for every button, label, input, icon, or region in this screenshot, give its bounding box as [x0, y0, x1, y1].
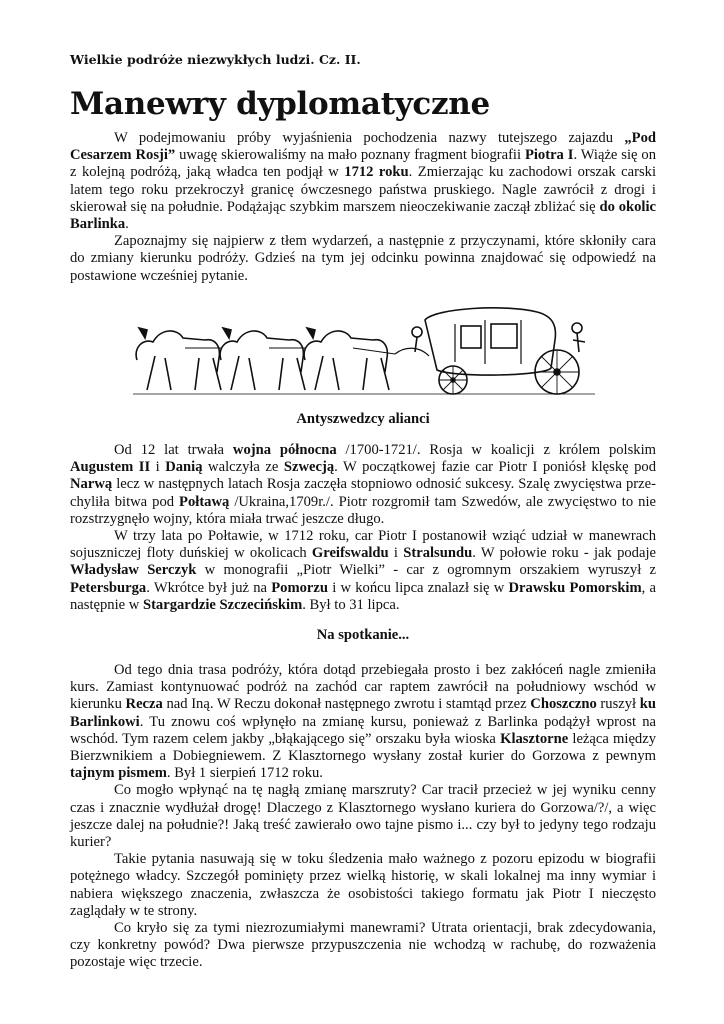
paragraph: [70, 662, 656, 782]
text-run: .: [125, 216, 129, 233]
bold-run: Połtawą: [179, 493, 230, 510]
bold-run: Choszczno: [530, 696, 597, 713]
text-run: i: [150, 459, 166, 476]
text-run: uwagę skierowaliśmy na mało poznany fragment biografii: [175, 147, 525, 164]
bold-run: Drawsku Pomorskim: [508, 579, 642, 596]
bold-run: Recza: [125, 696, 163, 713]
paragraph: [70, 528, 656, 614]
bold-run: Narwą: [70, 476, 113, 493]
bold-run: Piotra I: [524, 147, 574, 164]
text-run: . W połowie roku - jak podaje: [472, 545, 656, 562]
text-run: , a następnie w: [70, 579, 657, 613]
text-run: . Wiąże się on z kolejną podróżą, jaką władca ten podjął w: [70, 147, 657, 181]
text-run: . Był 1 sierpień 1712 roku.: [166, 765, 323, 782]
text-run: Co kryło się za tymi niezrozumiałymi manewrami? Utrata orientacji, brak zdecydowania, czy konkretny powód? Dwa pierwsze przypuszczenia nie wchodzą w rachubę, do rozważenia pozostaje więc trzecie.: [70, 920, 656, 971]
text-run: i: [388, 545, 404, 562]
paragraph: [70, 130, 656, 233]
bold-run: Klasztorne: [500, 730, 569, 747]
bold-run: Stargardzie Szczecińskim: [142, 596, 303, 613]
paragraph: [70, 782, 656, 851]
text-run: Takie pytania nasuwają się w toku śledzenia mało ważnego z pozoru epizodu w biografii potężnego władcy. Szczegół pominięty przez wielką historię, w skali lokalnej ma inny wymiar i nabiera większego znaczenia, zwłaszcza że osobistości takiego formatu jak Piotr I nieczęsto zaglądały w te strony.: [70, 851, 656, 919]
section-meeting: [70, 662, 656, 972]
text-run: . Wkrótce był już na: [146, 579, 272, 596]
bold-run: Augustem II: [70, 459, 151, 476]
paragraph: [70, 920, 656, 972]
text-run: ruszył: [596, 696, 640, 713]
bold-run: Greifswaldu: [311, 545, 389, 562]
text-run: leżąca między Bierzwnikiem a Dobiegniewem. Z Klasztornego wysłany został kurier do Gorzowa z pewnym: [70, 730, 656, 765]
text-run: Od tego dnia trasa podróży, która dotąd przebiegała prosto i bez zakłóceń nagle zmieniła kurs. Zamiast kontynuować podróż na zachód car raptem zawrócił na południowy wschód w kierunku: [70, 662, 656, 713]
bold-run: 1712 roku: [344, 164, 409, 181]
text-run: . Zmierzając ku zachodowi orszak carski latem tego roku przekroczył granicę ówczesnego państwa pruskiego. Nagle zawrócił z drogi i skierował się na południe. Podążając szybkim marszem nieoczekiwanie zaczął zbliżać się: [70, 164, 656, 215]
text-run: nad Iną. W Reczu dokonał następnego zwrotu i stamtąd przez: [162, 696, 531, 713]
bold-run: Szwecją: [283, 459, 335, 476]
text-run: /Ukraina,1709r./. Piotr rozgromił tam Szwedów, ale zwycięstwo to nie rozstrzygnęło wojny, która miała trwać jeszcze długo.: [70, 493, 656, 527]
subheading: Antyszwedzcy alianci: [296, 411, 430, 427]
text-run: W trzy lata po Połtawie, w 1712 roku, car Piotr I postanowił wziąć udział w manewrach sojuszniczej floty duńskiej w okolicach: [70, 528, 656, 562]
bold-run: tajnym pismem: [70, 765, 167, 782]
paragraph: [70, 851, 656, 920]
bold-run: ku Barlinkowi: [70, 696, 656, 730]
series-header: Wielkie podróże niezwykłych ludzi. Cz. II.: [70, 52, 361, 67]
text-run: Od 12 lat trwała: [114, 442, 233, 458]
section-intro: [70, 130, 656, 285]
text-run: walczyła ze: [202, 459, 284, 476]
bold-run: do okolic Barlinka: [70, 198, 656, 233]
text-run: /1700-1721/. Rosja w koalicji z królem polskim: [336, 442, 656, 458]
bold-run: Petersburga: [70, 579, 147, 596]
bold-run: Stralsundu: [403, 545, 473, 562]
bold-run: wojna północna: [232, 442, 337, 458]
text-run: . Był to 31 lipca.: [302, 596, 400, 613]
text-run: Zapoznajmy się najpierw z tłem wydarzeń, a następnie z przyczynami, które skłoniły cara do zmiany kierunku podróży. Gdzieś na tym jej odcinku powinna znajdować się odpowiedź na postawione wcześniej pytanie.: [70, 233, 656, 284]
bold-run: Danią: [165, 459, 203, 476]
bold-run: Pomorzu: [271, 579, 328, 596]
text-run: Co mogło wpłynąć na tę nagłą zmianę marszruty? Car tracił przecież w jej wyniku cenny czas i znacznie wydłużał drogę! Dlaczego z Klasztornego wysłano kuriera do Gorzowa/?/, a więc jeszcze dalej na południe?! Jaką treść zawierało owo tajne pismo i... czy był to jedyny tego rodzaju kurier?: [70, 782, 656, 851]
text-run: w monografii „Piotr Wielki” - car z ogromnym orszakiem wyruszył z: [196, 562, 656, 579]
text-run: . W początkowej fazie car Piotr I poniósł klęskę pod: [334, 459, 657, 476]
article-title: Manewry dyplomatyczne: [70, 86, 490, 122]
text-run: . Tu znowu coś wpłynęło na zmianę kursu, ponieważ z Barlinka podążył wprost na wschód. Tym razem celem jakby „błąkającego się” orszaku była wioska: [70, 713, 656, 747]
carriage-icon: [133, 308, 595, 394]
text-run: lecz w następnych latach Rosja zaczęła stopniowo odnosić sukcesy. Szalę zwycięstwa prze-chyliła bitwa pod: [70, 476, 656, 510]
text-run: i w końcu lipca znalazł się w: [327, 579, 509, 596]
carriage-illustration: [125, 298, 605, 404]
paragraph: [70, 233, 656, 285]
bold-run: „Pod Cesarzem Rosji”: [70, 130, 656, 164]
text-run: W podejmowaniu próby wyjaśnienia pochodzenia nazwy tutejszego zajazdu: [114, 130, 625, 146]
paragraph: [70, 442, 656, 528]
bold-run: Władysław Serczyk: [70, 562, 197, 579]
subheading: Na spotkanie...: [316, 627, 410, 643]
section-allies: [70, 442, 656, 614]
